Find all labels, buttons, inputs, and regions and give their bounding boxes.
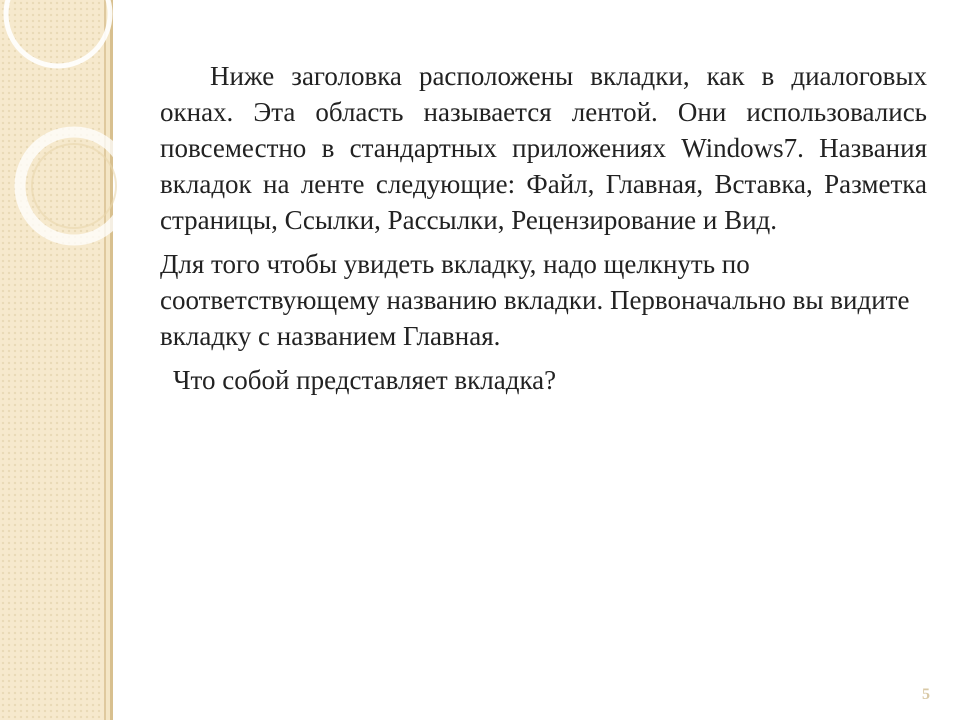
paragraph-ribbon-description: Ниже заголовка расположены вкладки, как в диалоговых окнах. Эта область называется лентой. Они использовались повсеместно в стандартных приложениях Windows7. Названия вкладок на ленте следующие: Файл, Главная, Вставка, Разметка страницы, Ссылки, Рассылки, Рецензирование и Вид. bbox=[160, 61, 927, 235]
middle-ring-inner bbox=[32, 144, 116, 228]
page-number: 5 bbox=[922, 686, 930, 703]
slide-body bbox=[160, 58, 927, 398]
paragraph-open-tab: Для того чтобы увидеть вкладку, надо щелкнуть по соответствующему названию вкладки. Первоначально вы видите вкладку с названием Главная. bbox=[160, 249, 910, 351]
decorative-rings bbox=[0, 0, 160, 720]
top-ring bbox=[6, 0, 110, 66]
middle-ring bbox=[20, 132, 128, 240]
paragraph-question: Что собой представляет вкладка? bbox=[173, 365, 557, 395]
